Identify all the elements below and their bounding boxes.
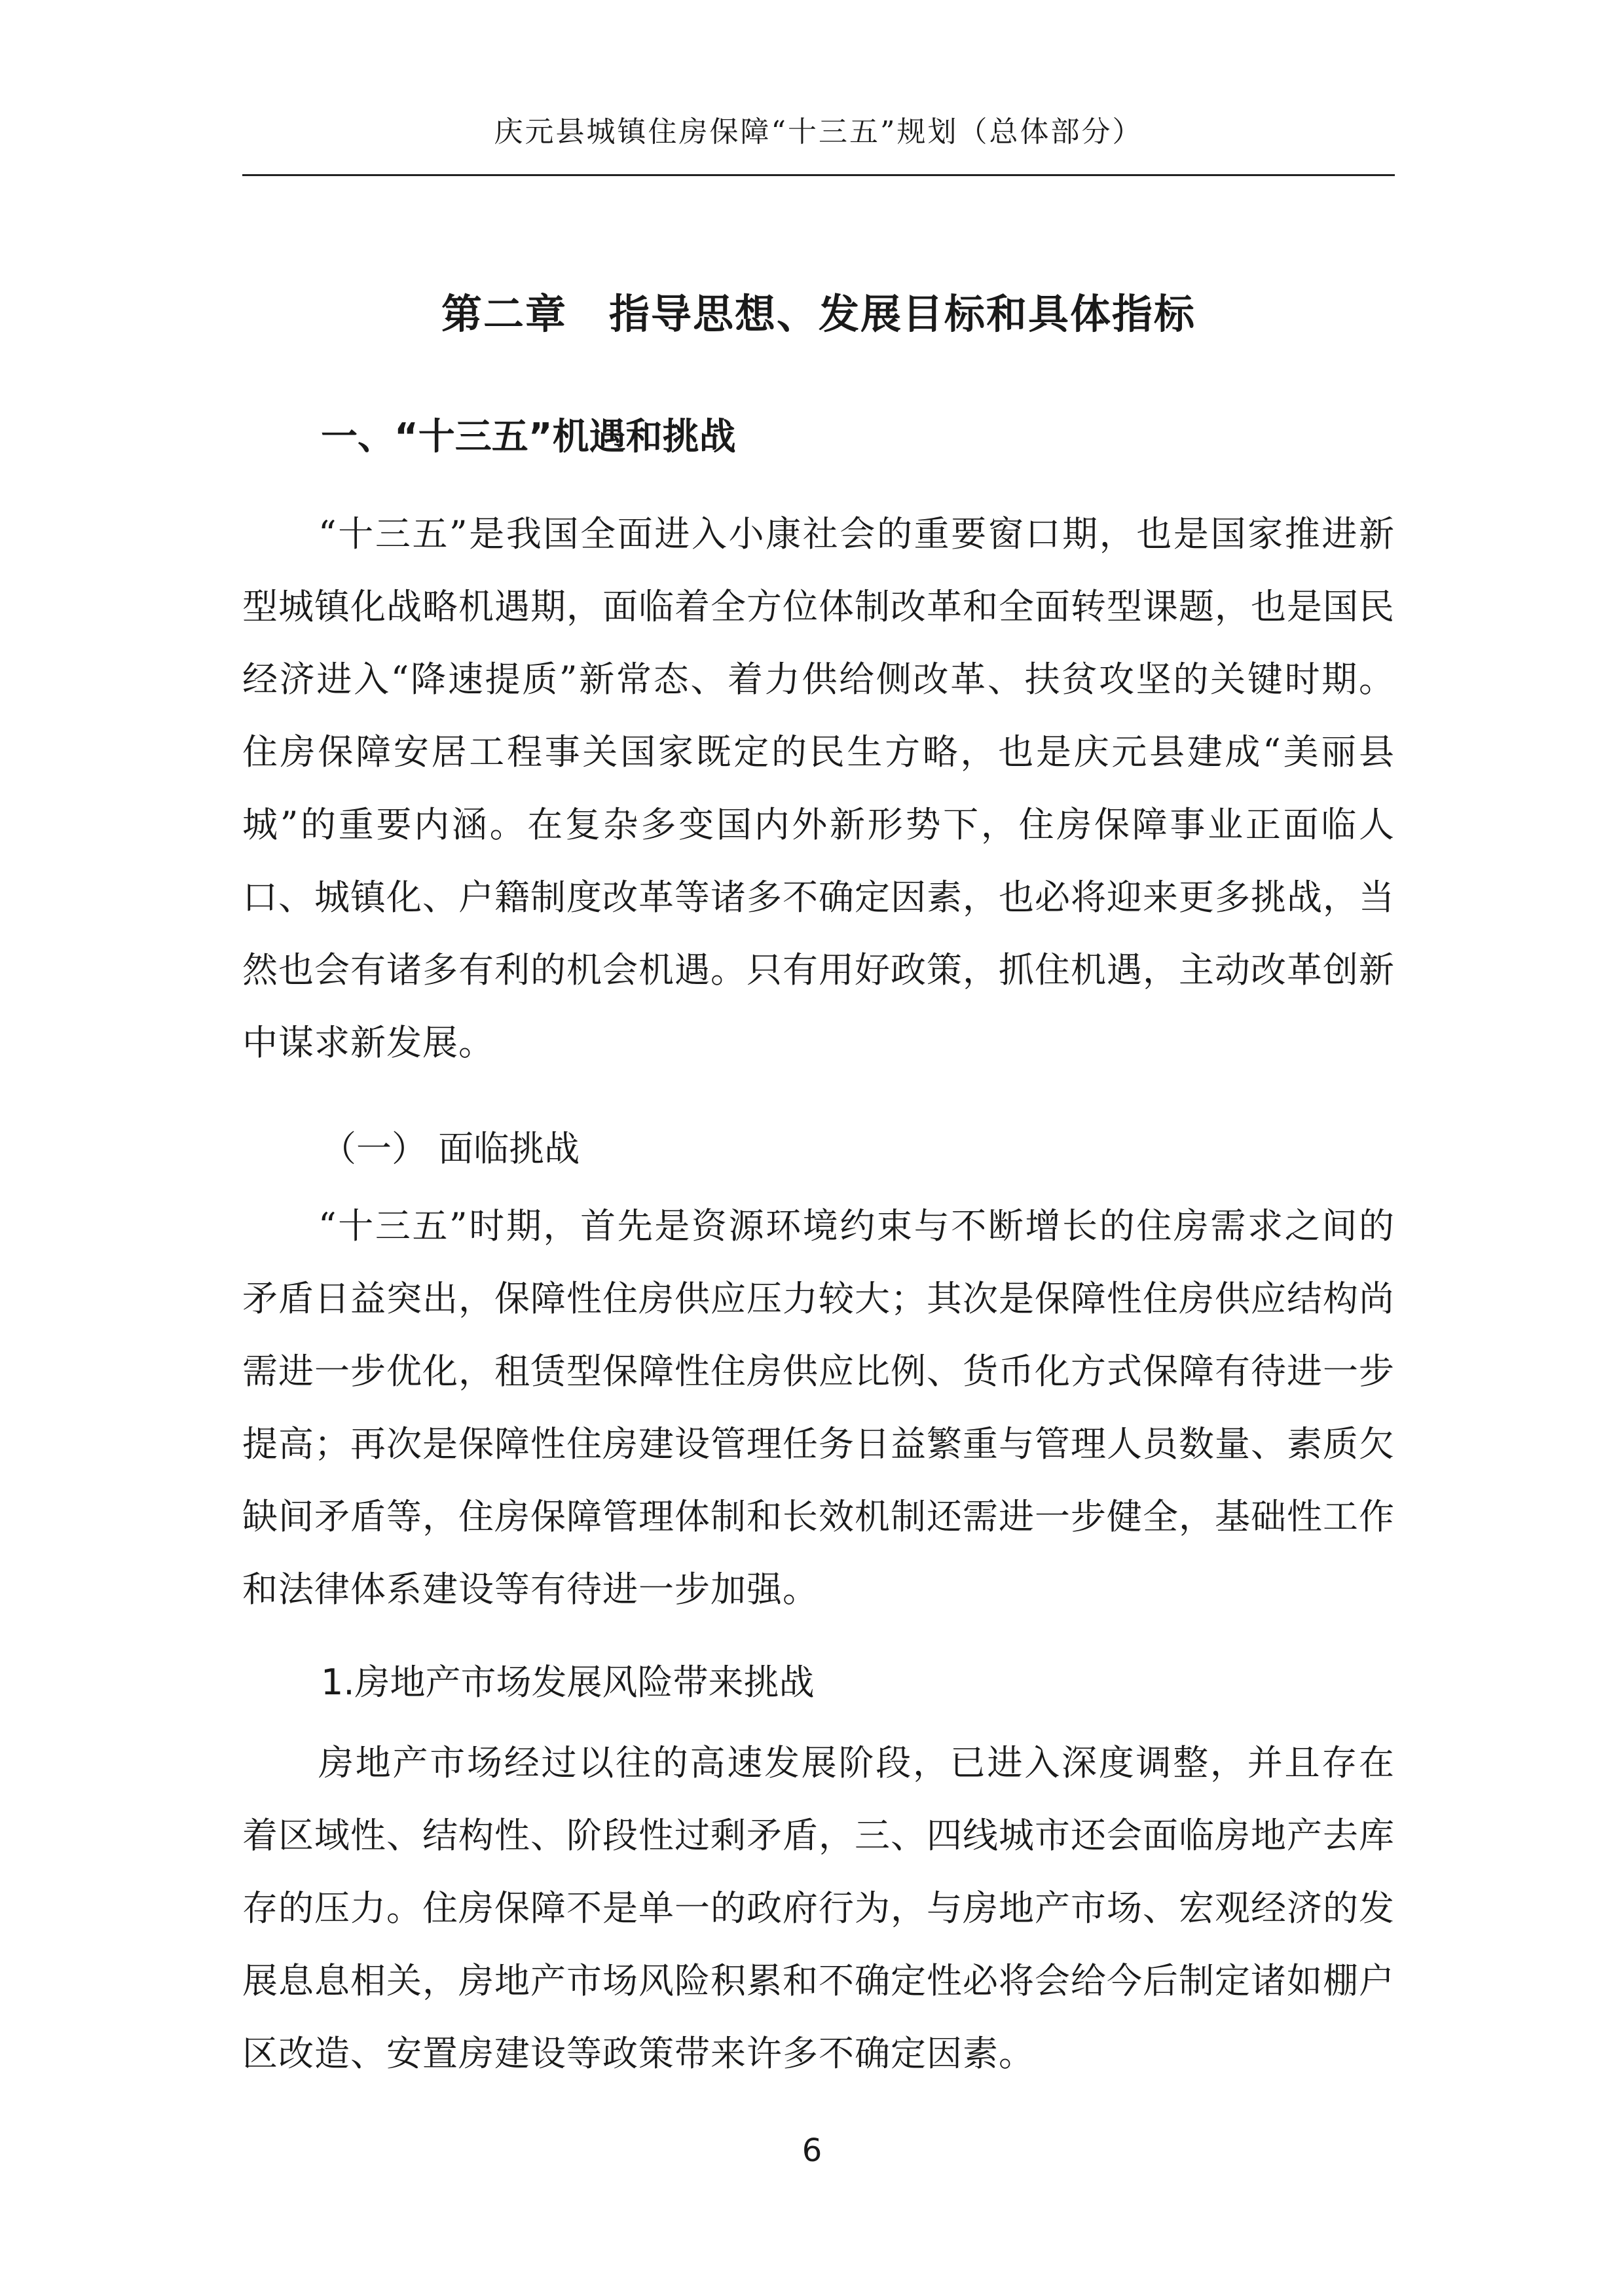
real-estate-paragraph: 房地产市场经过以往的高速发展阶段，已进入深度调整，并且存在着区域性、结构性、阶段性过剩矛盾，三、四线城市还会面临房地产去库存的压力。住房保障不是单一的政府行为，与房地产市场、宏观经济的发展息息相关，房地产市场风险积累和不确定性必将会给今后制定诸如棚户区改造、安置房建设等政策带来许多不确定因素。 <box>242 1742 1395 2074</box>
running-header: 庆元县城镇住房保障“十三五”规划（总体部分） <box>494 115 1143 149</box>
section-heading: 一、“十三五”机遇和挑战 <box>321 416 736 458</box>
subsection-heading: （一） 面临挑战 <box>321 1128 580 1169</box>
chapter-title: 第二章 指导思想、发展目标和具体指标 <box>441 290 1196 338</box>
challenges-paragraph: “十三五”时期，首先是资源环境约束与不断增长的住房需求之间的矛盾日益突出，保障性住房供应压力较大；其次是保障性住房供应结构尚需进一步优化，租赁型保障性住房供应比例、货币化方式保障有待进一步提高；再次是保障性住房建设管理任务日益繁重与管理人员数量、素质欠缺间矛盾等，住房保障管理体制和长效机制还需进一步健全，基础性工作和法律体系建设等有待进一步加强。 <box>242 1205 1395 1610</box>
numbered-heading-1: 1.房地产市场发展风险带来挑战 <box>321 1662 815 1703</box>
header-divider <box>242 174 1395 176</box>
page-number: 6 <box>802 2132 822 2169</box>
intro-paragraph: “十三五”是我国全面进入小康社会的重要窗口期，也是国家推进新型城镇化战略机遇期，面临着全方位体制改革和全面转型课题，也是国民经济进入“降速提质”新常态、着力供给侧改革、扶贫攻坚的关键时期。住房保障安居工程事关国家既定的民生方略，也是庆元县建成“美丽县城”的重要内涵。在复杂多变国内外新形势下，住房保障事业正面临人口、城镇化、户籍制度改革等诸多不确定因素，也必将迎来更多挑战，当然也会有诸多有利的机会机遇。只有用好政策，抓住机遇，主动改革创新中谋求新发展。 <box>242 513 1395 1063</box>
